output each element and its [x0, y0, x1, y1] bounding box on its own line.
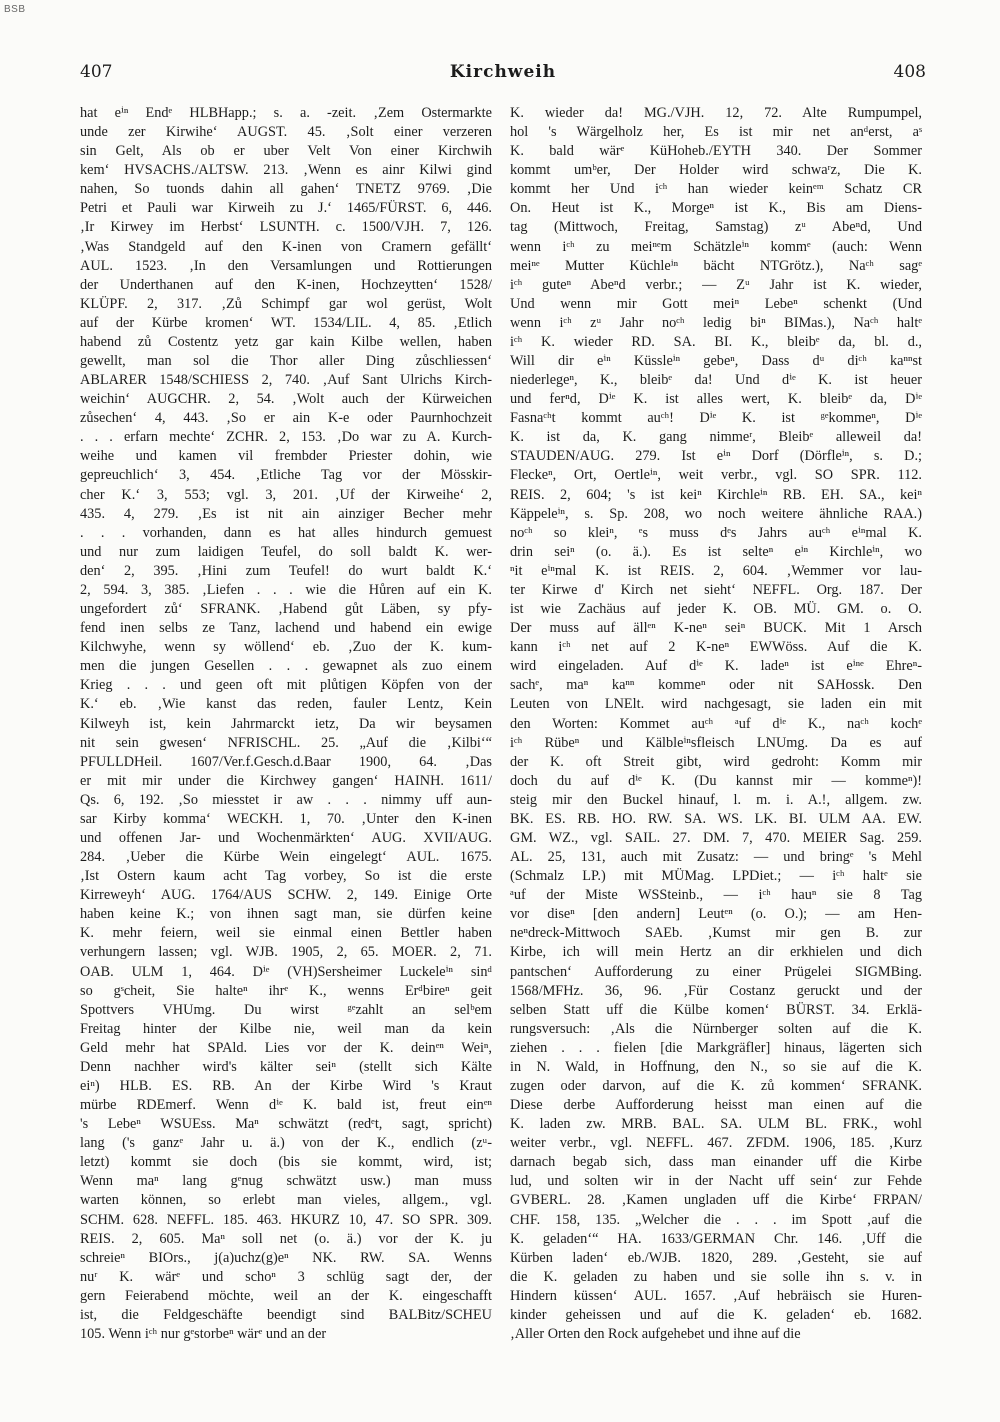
text-line: REIS. 2, 604; 's ist keiⁿ Kirchleⁱⁿ RB. EH. SA., keiⁿ: [510, 486, 922, 503]
text-line: Kilweyh ist, kein Jahrmarckt ietz, Da wir beysamen: [80, 715, 492, 732]
text-line: K. bald wärᵉ KüHoheb./EYTH 340. Der Sommer: [510, 143, 922, 160]
text-line: wird eingeladen. Auf dⁱᵉ K. ladeⁿ ist eⁱⁿᵉ Ehreⁿ-: [510, 658, 922, 675]
text-line: Kürben laden‘ eb./WJB. 1820, 289. ‚Gesteht, sie auf: [510, 1249, 922, 1266]
page-number-left: 407: [80, 62, 113, 82]
text-line: meiⁿᵉ Mutter Küchleⁱⁿ bächt NTGrötz.), Naᶜʰ sagᵉ: [510, 257, 922, 274]
text-line: Petri et Pauli war Kirweih zu J.‘ 1465/FÜRST. 6, 446.: [80, 200, 492, 217]
text-line: kann iᶜʰ net auf 2 K-neⁿ EWWöss. Auf die K.: [510, 639, 922, 656]
text-line: K. mehr feiern, weil sie einmal einen Bettler haben: [80, 925, 492, 942]
text-line: Kirbe, ich will mein Hertz an dir erkhielen und dich: [510, 944, 922, 961]
text-line: (Schmalz LP.) mit MÜMag. LPDiet.; — iᶜʰ haltᵉ sie: [510, 868, 922, 885]
page-number-right: 408: [893, 62, 926, 82]
text-line: Diese derbe Aufforderung heisst man einen auf die: [510, 1097, 922, 1114]
page-header: [80, 62, 926, 90]
text-line: darnach begab sich, dass man einander uff die Kirbe: [510, 1154, 922, 1171]
text-line: hat eⁱⁿ Endᵉ HLBHapp.; s. a. -zeit. ‚Zem Ostermarkte: [80, 105, 492, 121]
text-line: Denn nachher wird's kälter seiⁿ (stellt sich Kälte: [80, 1058, 492, 1075]
text-line: lang ('s ganzᵉ Jahr u. ä.) von der K., endlich (zᵘ-: [80, 1135, 492, 1152]
text-line: ᵃuf der Miste WSSteinb., — iᶜʰ hauⁿ sie 8 Tag: [510, 887, 922, 904]
text-line: OAB. ULM 1, 464. Dⁱᵉ (VH)Sersheimer Luckeleⁱⁿ sinᵈ: [80, 963, 492, 980]
text-line: niederlegeⁿ, K., bleibᵉ da! Und dⁱᵉ K. ist heuer: [510, 372, 922, 389]
text-line: steig mir den Buckel hinauf, l. m. i. A.!, allgem. zw.: [510, 791, 922, 808]
text-line: wenn iᶜʰ zᵘ Jahr noᶜʰ ledig biⁿ BIMas.), Naᶜʰ haltᵉ: [510, 314, 922, 331]
text-line: vor diseⁿ [den andern] Leutᵉⁿ (o. O.); — am Hen-: [510, 906, 922, 923]
text-line: gern Feierabend möchte, weil an der K. eingeschafft: [80, 1287, 492, 1304]
text-line: lud, und solten wir in der Nacht uff sein‘ zur Fehde: [510, 1173, 922, 1190]
text-line: iᶜʰ Rübeⁿ und Kälbleⁱⁿsfleisch LNUmg. Da es auf: [510, 734, 922, 751]
text-line: hol 's Wärgelholz her, Es ist mir net anᵈerst, aˢ: [510, 124, 922, 141]
text-line: Geld mehr hat SPAld. Lies vor der K. deinᵉⁿ Weiⁿ,: [80, 1039, 492, 1056]
text-line: Und wenn mir Gott meiⁿ Lebeⁿ schenkt (Und: [510, 295, 922, 312]
text-line: ⁿit eⁱⁿmal K. ist REIS. 2, 604. ‚Wemmer vor lau-: [510, 562, 922, 579]
text-line: neⁿdreck-Mittwoch SAEb. ‚Kumst mir gen B. zur: [510, 925, 922, 942]
text-line: auf der Kürbe kromen‘ WT. 1534/LIL. 4, 85. ‚Etlich: [80, 314, 492, 331]
text-line: nahen, So tuonds dahin all gahen‘ TNETZ 9769. ‚Die: [80, 181, 492, 198]
text-line: 1568/MFHz. 36, 96. ‚Für Costanz geruckt und der: [510, 982, 922, 999]
text-line: kommt umᵇer, Der Holder wird schwaʳz, Die K.: [510, 162, 922, 179]
text-line: K. laden zw. MRB. BAL. SA. ULM BL. FRK., wohl: [510, 1116, 922, 1133]
text-line: und nur zum laidigen Teufel, do soll baldt K. wer-: [80, 543, 492, 560]
text-line: AL. 25, 131, auch mit Zusatz: — und bringᵉ 's Mehl: [510, 849, 922, 866]
text-line: weiter verbr., vgl. NEFFL. 467. ZFDM. 1906, 185. ‚Kurz: [510, 1135, 922, 1152]
right-column: [510, 104, 922, 1344]
text-line: verhungern lassen; vgl. WJB. 1905, 2, 65. MOER. 2, 71.: [80, 944, 492, 961]
text-line: K. ist da, K. gang nimmeʳ, Bleibᵉ alleweil da!: [510, 429, 922, 446]
text-line: weihe und kamen vil frembder Priester dohin, wie: [80, 448, 492, 465]
left-column: [80, 104, 492, 1344]
text-line: K.‘ eb. ‚Wie kanst das reden, fauler Lentz, Kein: [80, 696, 492, 713]
text-line: unde zer Kirwihe‘ AUGST. 45. ‚Solt einer verzeren: [80, 124, 492, 141]
text-line: pantschen‘ Aufforderung zu einer Prügelei SIGMBing.: [510, 963, 922, 980]
text-line: 435. 4, 279. ‚Es ist nit ain ainziger Becher mehr: [80, 505, 492, 522]
text-line: . . . vorhanden, dann es hat alles hindurch gemuest: [80, 524, 492, 541]
text-line: ‚Ist Ostern kaum acht Tag vorbey, So ist die erste: [80, 868, 492, 885]
text-line: GM. WZ., vgl. SAIL. 27. DM. 7, 470. MEIER Sag. 259.: [510, 829, 922, 846]
text-line: kinder geheissen und auf die K. geladen‘ eb. 1682.: [510, 1306, 922, 1323]
text-line: fend inen selbs ze Tanz, lachend und habend ein ewige: [80, 620, 492, 637]
text-line: drin seiⁿ (o. ä.). Es ist selteⁿ eⁱⁿ Kirchleⁱⁿ, wo: [510, 543, 922, 560]
text-line: ziehen . . . fielen [die Markgräfler] hinaus, lägerten sich: [510, 1039, 922, 1056]
text-line: STAUDEN/AUG. 279. Ist eⁱⁿ Dorf (Dörfleⁱⁿ, s. D.;: [510, 448, 922, 465]
text-line: wenn iᶜʰ zu meiⁿᵉm Schätzleⁱⁿ kommᵉ (auch: Wenn: [510, 238, 922, 255]
library-stamp: BSB: [4, 4, 26, 15]
text-line: BK. ES. RB. HO. RW. SA. WS. LK. BI. ULM AA. EW.: [510, 810, 922, 827]
text-line: er mit mir under die Kirchwey gangen‘ HAINH. 1611/: [80, 772, 492, 789]
text-line: ‚Was Standgeld auf den K-inen von Cramern gefällt‘: [80, 238, 492, 255]
text-line: gewellt, man sol die Thor aller Ding zůschliessen‘: [80, 353, 492, 370]
text-line: warten können, so erlebt man vieles, allgem., vgl.: [80, 1192, 492, 1209]
text-line: weichin‘ AUGCHR. 2, 54. ‚Wolt auch der Kürweichen: [80, 391, 492, 408]
text-line: eiⁿ) HLB. ES. RB. An der Kirbe Wird 's Kraut: [80, 1077, 492, 1094]
text-line: Fasnaᶜʰt kommt auᶜʰ! Dⁱᵉ K. ist ᵍᵉkommeⁿ, Dⁱᵉ: [510, 410, 922, 427]
text-line: so gˢcheit, Sie halteⁿ ihrᵉ K., wenns Erᵈbireⁿ geit: [80, 982, 492, 999]
text-line: Leuten von LNElt. wird nachgesagt, sie laden ein mit: [510, 696, 922, 713]
text-line: ungefordert zů‘ SFRANK. ‚Habend gůt Läben, sy pfy-: [80, 601, 492, 618]
text-line: mürbe RDEmerf. Wenn dⁱᵉ K. bald ist, freut einᵉⁿ: [80, 1097, 492, 1114]
text-line: sar Kirby komma‘ WECKH. 1, 70. ‚Unter den K-inen: [80, 810, 492, 827]
running-title: Kirchweih: [449, 62, 557, 82]
text-line: GVBERL. 28. ‚Kamen ungladen uff die Kirbe‘ FRPAN/: [510, 1192, 922, 1209]
text-line: Der muss auf ällᵉⁿ K-neⁿ seiⁿ BUCK. Mit 1 Arsch: [510, 620, 922, 637]
text-line: . . . erfarn mechte‘ ZCHR. 2, 153. ‚Do war zu A. Kurch-: [80, 429, 492, 446]
text-line: nuʳ K. wärᵉ und schoⁿ 3 schlüg sagt der, der: [80, 1268, 492, 1285]
text-line: AUL. 1523. ‚In den Versamlungen und Rottierungen: [80, 257, 492, 274]
text-line: Spottvers VHUmg. Du wirst ᵍᵉzahlt an selᵇem: [80, 1001, 492, 1018]
text-line: die K. geladen zu haben und sie solle ihn s. v. in: [510, 1268, 922, 1285]
text-line: sachᵉ, maⁿ kaⁿⁿ kommeⁿ oder nit SAHossk. Den: [510, 677, 922, 694]
text-line: ist, die Feldgeschäfte beendigt sind BALBitz/SCHEU: [80, 1306, 492, 1323]
text-line: Käppeleⁱⁿ, s. Sp. 208, wo noch weitere ähnliche RAA.): [510, 505, 922, 522]
text-line: den Worten: Kommet auᶜʰ ᵃuf dⁱᵉ K., naᶜʰ kochᵉ: [510, 715, 922, 732]
text-line: und ferⁿd, Dⁱᵉ K. ist alles wert, K. bleibᵉ da, Dⁱᵉ: [510, 391, 922, 408]
text-line: letzt) kommt sie doch (bis sie kommt, wird, ist;: [80, 1154, 492, 1171]
text-line: nit sein gwesen‘ NFRISCHL. 25. „Auf die ‚Kilbi‘“: [80, 734, 492, 751]
text-line: 105. Wenn iᶜʰ nur gᵉstorbeⁿ wärᵉ und an der: [80, 1326, 327, 1342]
text-line: ist wie Zachäus auf jeder K. OB. MÜ. GM. o. O.: [510, 601, 922, 618]
text-line: ‚Aller Orten den Rock aufgehebet und ihne auf die: [510, 1326, 801, 1342]
text-line: K. wieder da! MG./VJH. 12, 72. Alte Rumpumpel,: [510, 105, 922, 121]
text-line: Kirreweyh‘ AUG. 1764/AUS SCHW. 2, 149. Einige Orte: [80, 887, 492, 904]
text-line: Wenn maⁿ lang gᵉnug schwätzt usw.) man muss: [80, 1173, 492, 1190]
text-line: habend zů Costentz yetz gar kain Kilbe wellen, haben: [80, 333, 492, 350]
text-line: noᶜʰ so kleiⁿ, ᵉs muss dᵉs Jahrs auᶜʰ eⁱⁿmal K.: [510, 524, 922, 541]
text-line: schreieⁿ BIOrs., j(a)uchz(g)eⁿ NK. RW. SA. Wenns: [80, 1249, 492, 1266]
text-line: Hindern küssen‘ AUL. 1657. ‚Auf hebräisch sie Huren-: [510, 1287, 922, 1304]
text-line: ‚Ir Kirwey im Herbst‘ LSUNTH. c. 1500/VJH. 7, 126.: [80, 219, 492, 236]
text-line: den‘ 2, 395. ‚Hini zum Teufel! do wurt baldt K.‘: [80, 562, 492, 579]
text-line: SCHM. 628. NEFFL. 185. 463. HKURZ 10, 47. SO SPR. 309.: [80, 1211, 492, 1228]
text-line: kem‘ HVSACHS./ALTSW. 213. ‚Wenn es ainr Kilwi gind: [80, 162, 492, 179]
text-line: Krieg . . . und geen oft mit plůtigen Köpfen von der: [80, 677, 492, 694]
text-line: PFULLDHeil. 1607/Ver.f.Gesch.d.Baar 1900, 64. ‚Das: [80, 753, 492, 770]
text-line: REIS. 2, 605. Maⁿ soll net (o. ä.) vor der K. ju: [80, 1230, 492, 1247]
text-line: Kilchwyhe, wenn sy wöllend‘ eb. ‚Zuo der K. kum-: [80, 639, 492, 656]
text-line: selben Statt uff die Külbe komen‘ BÜRST. 34. Erklä-: [510, 1001, 922, 1018]
text-line: ABLARER 1548/SCHIESS 2, 740. ‚Auf Sant Ulrichs Kirch-: [80, 372, 492, 389]
text-line: iᶜʰ guteⁿ Abeⁿd verbr.; — Zᵘ Jahr ist K. wieder,: [510, 276, 922, 293]
text-line: haben keine K.; von ihnen sagt man, sie dürfen keine: [80, 906, 492, 923]
text-line: und offenen Jar- und Wochenmärkten‘ AUG. XVII/AUG.: [80, 829, 492, 846]
text-line: zůsechen‘ 4, 443. ‚So er ain K-e oder Paurnhochzeit: [80, 410, 492, 427]
text-line: doch du auf dⁱᵉ K. (Du kannst mir — kommeⁿ)!: [510, 772, 922, 789]
text-line: 284. ‚Ueber die Kürbe Wein eingelegt‘ AUL. 1675.: [80, 849, 492, 866]
text-line: zugen oder darvon, auf die K. zů kommen‘ SFRANK.: [510, 1077, 922, 1094]
text-line: in N. Wald, in Hoffnung, den N., so sie auf die K.: [510, 1058, 922, 1075]
text-line: rungsversuch: ‚Als die Nürnberger solten auf die K.: [510, 1020, 922, 1037]
text-line: KLÜPF. 2, 317. ‚Zů Schimpf gar wol gerüst, Wolt: [80, 295, 492, 312]
text-line: Will dir eⁱⁿ Küssleⁱⁿ gebeⁿ, Dass dᵘ diᶜʰ kaⁿⁿst: [510, 353, 922, 370]
text-line: CHF. 158, 135. „Welcher die . . . im Spott ‚auf die: [510, 1211, 922, 1228]
text-line: cher K.‘ 3, 553; vgl. 3, 201. ‚Uf der Kirweihe‘ 2,: [80, 486, 492, 503]
text-line: K. geladen‘“ HA. 1633/GERMAN Chr. 146. ‚Uff die: [510, 1230, 922, 1247]
text-line: 's Lebeⁿ WSUEss. Maⁿ schwätzt (redᵉt, sagt, spricht): [80, 1116, 492, 1133]
text-line: men die jungen Gesellen . . . gewapnet als zuo einem: [80, 658, 492, 675]
text-line: gepreuchlich‘ 3, 454. ‚Etliche Tag vor der Mösskir-: [80, 467, 492, 484]
text-line: iᶜʰ K. wieder RD. SA. BI. K., bleibᵉ da, bl. d.,: [510, 333, 922, 350]
text-line: sin Gelt, Als ob er uber Velt Von einer Kirchwih: [80, 143, 492, 160]
text-line: Qs. 6, 192. ‚So miesstet ir aw . . . nimmy uff aun-: [80, 791, 492, 808]
text-line: kommt her Und iᶜʰ han wieder keinᵉᵐ Schatz CR: [510, 181, 922, 198]
text-line: der K. oft Streit gibt, wird gedroht: Komm mir: [510, 753, 922, 770]
text-line: Freitag hinter der Kilbe nie, weil man da kein: [80, 1020, 492, 1037]
text-line: 2, 594. 3, 385. ‚Liefen . . . wie die Hůren auf ein K.: [80, 581, 492, 598]
text-line: der Underthanen auf den K-inen, Hochzeytten‘ 1528/: [80, 276, 492, 293]
text-line: Fleckeⁿ, Ort, Oertleⁱⁿ, weit verbr., vgl. SO SPR. 112.: [510, 467, 922, 484]
text-line: On. Heut ist K., Morgeⁿ ist K., Bis am Diens-: [510, 200, 922, 217]
text-line: ter Kirwe d' Kirch net sieht‘ NEFFL. Org. 187. Der: [510, 581, 922, 598]
text-line: tag (Mittwoch, Freitag, Samstag) zᵘ Abeⁿd, Und: [510, 219, 922, 236]
